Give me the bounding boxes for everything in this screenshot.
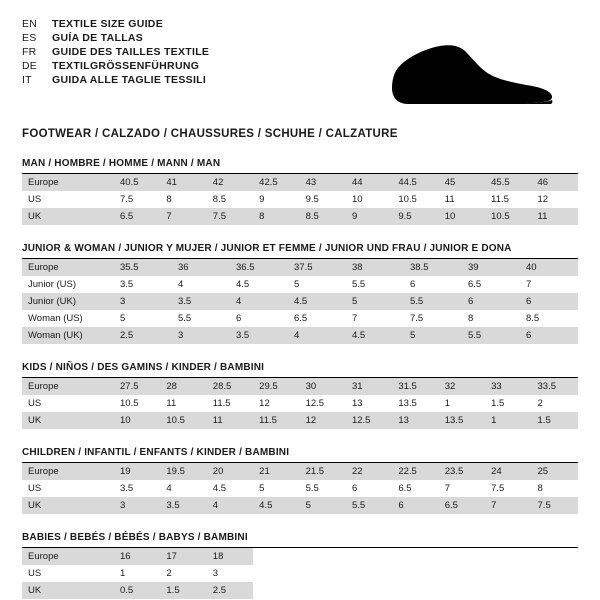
size-cell: 6.5 xyxy=(398,483,412,494)
size-cell: 6 xyxy=(392,497,438,514)
size-cell: 7.5 xyxy=(120,194,134,205)
size-cell: 12 xyxy=(300,412,346,429)
size-table xyxy=(22,463,578,514)
size-cell: 12.5 xyxy=(346,412,392,429)
table-row xyxy=(22,463,578,480)
size-cell: 4.5 xyxy=(212,483,226,494)
language-row xyxy=(22,32,209,44)
size-cell: 7.5 xyxy=(491,483,505,494)
size-cell: 3 xyxy=(114,497,160,514)
size-cell: 7 xyxy=(160,208,206,225)
size-cell: 4.5 xyxy=(236,279,250,290)
size-group-heading: MAN / HOMBRE / HOMME / MANN / MAN xyxy=(22,158,578,174)
size-group-heading: BABIES / BEBÉS / BÉBÉS / BABYS / BAMBINI xyxy=(22,532,578,548)
size-cell: 33 xyxy=(485,378,531,395)
row-label: UK xyxy=(22,208,114,225)
size-cell: 23.5 xyxy=(439,463,485,480)
size-cell: 42.5 xyxy=(253,174,299,191)
size-cell: 6 xyxy=(520,293,578,310)
language-title: GUIDA ALLE TAGLIE TESSILI xyxy=(52,74,207,86)
size-cell: 8 xyxy=(537,483,543,494)
language-title: TEXTILGRÖSSENFÜHRUNG xyxy=(52,60,200,72)
size-cell: 1.5 xyxy=(160,582,206,599)
row-label: US xyxy=(28,483,42,494)
size-cell: 43 xyxy=(300,174,346,191)
size-cell: 5.5 xyxy=(404,293,462,310)
language-code: EN xyxy=(22,18,37,30)
size-cell: 5 xyxy=(120,313,126,324)
table-row xyxy=(22,208,578,225)
size-cell: 11 xyxy=(207,412,253,429)
size-cell: 6 xyxy=(410,279,416,290)
size-cell xyxy=(532,565,578,582)
language-row xyxy=(22,74,209,86)
row-label: UK xyxy=(22,497,114,514)
size-cell: 3 xyxy=(114,293,172,310)
size-cell: 7.5 xyxy=(410,313,424,324)
size-cell: 5.5 xyxy=(462,327,520,344)
row-label: US xyxy=(28,398,42,409)
size-cell: 40.5 xyxy=(114,174,160,191)
row-label: Europe xyxy=(22,174,114,191)
size-cell: 3.5 xyxy=(160,497,206,514)
table-row xyxy=(22,548,578,565)
row-label: Junior (US) xyxy=(28,279,77,290)
size-cell: 30 xyxy=(300,378,346,395)
size-cell: 29.5 xyxy=(253,378,299,395)
size-cell xyxy=(300,582,346,599)
size-group-children xyxy=(22,447,578,514)
size-cell xyxy=(346,548,392,565)
size-group-heading: CHILDREN / INFANTIL / ENFANTS / KINDER / BAMBINI xyxy=(22,447,578,463)
language-row xyxy=(22,18,209,30)
size-cell xyxy=(253,582,299,599)
size-cell: 4.5 xyxy=(288,293,346,310)
size-cell: 39 xyxy=(462,259,520,276)
table-row xyxy=(22,276,578,293)
size-cell: 45.5 xyxy=(485,174,531,191)
size-table xyxy=(22,378,578,429)
size-cell: 6 xyxy=(520,327,578,344)
size-cell: 6 xyxy=(236,313,242,324)
size-cell: 20 xyxy=(207,463,253,480)
size-cell xyxy=(439,582,485,599)
size-cell xyxy=(485,548,531,565)
size-cell: 5 xyxy=(346,293,404,310)
size-cell: 1 xyxy=(120,568,126,579)
size-cell: 41 xyxy=(160,174,206,191)
size-group-heading: JUNIOR & WOMAN / JUNIOR Y MUJER / JUNIOR ET FEMME / JUNIOR UND FRAU / JUNIOR E DONA xyxy=(22,243,578,259)
size-cell xyxy=(485,565,531,582)
size-cell: 31.5 xyxy=(392,378,438,395)
language-code: FR xyxy=(22,46,37,58)
row-label: Europe xyxy=(22,463,114,480)
table-row xyxy=(22,378,578,395)
size-cell: 5 xyxy=(259,483,265,494)
size-cell: 13 xyxy=(351,398,363,409)
size-cell: 5 xyxy=(294,279,300,290)
size-cell: 7 xyxy=(526,279,532,290)
size-cell: 36.5 xyxy=(230,259,288,276)
size-cell: 5 xyxy=(404,327,462,344)
size-cell: 8 xyxy=(468,313,474,324)
size-cell: 40 xyxy=(520,259,578,276)
table-row xyxy=(22,293,578,310)
size-cell: 11.5 xyxy=(253,412,299,429)
size-cell: 0.5 xyxy=(114,582,160,599)
size-cell: 17 xyxy=(160,548,206,565)
size-cell xyxy=(532,582,578,599)
language-title: GUÍA DE TALLAS xyxy=(52,32,144,44)
size-cell: 5.5 xyxy=(305,483,319,494)
table-row xyxy=(22,565,578,582)
size-table xyxy=(22,548,578,599)
row-label: Woman (UK) xyxy=(22,327,114,344)
row-label: US xyxy=(28,194,42,205)
size-cell xyxy=(253,548,299,565)
table-row xyxy=(22,310,578,327)
size-cell: 4 xyxy=(230,293,288,310)
language-title-list xyxy=(22,18,209,86)
row-label: US xyxy=(28,568,42,579)
size-cell: 46 xyxy=(532,174,578,191)
size-cell: 7 xyxy=(352,313,358,324)
size-cell: 11.5 xyxy=(212,398,231,409)
size-cell: 12.5 xyxy=(305,398,325,409)
size-cell xyxy=(253,565,299,582)
size-group-heading: KIDS / NIÑOS / DES GAMINS / KINDER / BAMBINI xyxy=(22,362,578,378)
table-row xyxy=(22,582,578,599)
size-cell: 13.5 xyxy=(398,398,417,409)
size-cell: 10.5 xyxy=(485,208,531,225)
language-row xyxy=(22,60,209,72)
size-cell: 45 xyxy=(439,174,485,191)
size-cell: 36 xyxy=(172,259,230,276)
size-cell xyxy=(485,582,531,599)
row-label: UK xyxy=(22,582,114,599)
size-cell: 1.5 xyxy=(491,398,505,409)
size-cell: 11 xyxy=(444,194,455,205)
size-cell: 18 xyxy=(207,548,253,565)
size-cell: 25 xyxy=(532,463,578,480)
size-cell xyxy=(532,548,578,565)
size-cell: 5 xyxy=(300,497,346,514)
size-cell: 8 xyxy=(253,208,299,225)
size-cell: 1 xyxy=(485,412,531,429)
size-group-junior-woman xyxy=(22,243,578,344)
size-cell: 44 xyxy=(346,174,392,191)
size-cell: 13.5 xyxy=(439,412,485,429)
size-cell: 6.5 xyxy=(439,497,485,514)
size-cell: 24 xyxy=(485,463,531,480)
size-cell: 10 xyxy=(351,194,363,205)
size-cell xyxy=(392,548,438,565)
size-cell: 28 xyxy=(160,378,206,395)
table-row xyxy=(22,327,578,344)
size-cell: 8.5 xyxy=(300,208,346,225)
size-cell: 4.5 xyxy=(253,497,299,514)
size-cell: 6.5 xyxy=(468,279,482,290)
size-table xyxy=(22,259,578,344)
size-cell: 35.5 xyxy=(114,259,172,276)
size-cell: 7 xyxy=(444,483,451,494)
size-cell: 16 xyxy=(114,548,160,565)
size-cell: 9.5 xyxy=(392,208,438,225)
size-cell: 3.5 xyxy=(120,279,134,290)
language-code: ES xyxy=(22,32,37,44)
size-cell: 4 xyxy=(207,497,253,514)
size-tables-container xyxy=(22,158,578,599)
table-row xyxy=(22,259,578,276)
size-cell xyxy=(300,548,346,565)
size-cell: 7 xyxy=(485,497,531,514)
size-cell: 9.5 xyxy=(305,194,319,205)
size-cell xyxy=(392,582,438,599)
size-cell: 1 xyxy=(444,398,451,409)
size-cell: 6.5 xyxy=(294,313,308,324)
size-cell: 8.5 xyxy=(212,194,226,205)
size-cell: 3 xyxy=(212,568,219,579)
size-cell: 19 xyxy=(114,463,160,480)
size-cell: 7.5 xyxy=(207,208,253,225)
size-cell: 10 xyxy=(439,208,485,225)
table-row xyxy=(22,174,578,191)
row-label: Europe xyxy=(22,548,114,565)
row-label: Europe xyxy=(22,378,114,395)
size-cell xyxy=(346,582,392,599)
size-cell: 2 xyxy=(166,568,172,579)
language-code: IT xyxy=(22,74,32,86)
row-label: UK xyxy=(22,412,114,429)
row-label: Europe xyxy=(22,259,114,276)
size-group-kids xyxy=(22,362,578,429)
size-cell xyxy=(346,565,392,582)
table-row xyxy=(22,395,578,412)
size-cell xyxy=(300,565,346,582)
size-cell: 22 xyxy=(346,463,392,480)
size-cell: 3.5 xyxy=(230,327,288,344)
size-cell: 3.5 xyxy=(120,483,134,494)
size-group-man xyxy=(22,158,578,225)
size-cell: 10.5 xyxy=(398,194,417,205)
size-cell: 4 xyxy=(288,327,346,344)
size-cell: 11 xyxy=(532,208,578,225)
size-cell: 10 xyxy=(114,412,160,429)
table-row xyxy=(22,191,578,208)
size-cell: 38.5 xyxy=(404,259,462,276)
size-cell xyxy=(439,548,485,565)
size-cell: 19.5 xyxy=(160,463,206,480)
size-cell xyxy=(439,565,485,582)
row-label: Woman (US) xyxy=(28,313,83,324)
size-cell: 8 xyxy=(166,194,172,205)
size-cell: 21 xyxy=(253,463,299,480)
size-cell: 5.5 xyxy=(346,497,392,514)
language-code: DE xyxy=(22,60,37,72)
size-cell: 5.5 xyxy=(352,279,366,290)
size-cell: 4 xyxy=(178,279,184,290)
language-title: GUIDE DES TAILLES TEXTILE xyxy=(52,46,210,58)
size-group-babies xyxy=(22,532,578,599)
size-cell: 12 xyxy=(259,398,270,409)
size-cell xyxy=(392,565,438,582)
size-cell: 6.5 xyxy=(114,208,160,225)
size-cell: 3.5 xyxy=(172,293,230,310)
size-cell: 22.5 xyxy=(392,463,438,480)
size-cell: 4 xyxy=(166,483,172,494)
size-cell: 37.5 xyxy=(288,259,346,276)
size-cell: 31 xyxy=(346,378,392,395)
dress-shoe-icon xyxy=(374,32,564,112)
size-cell: 10.5 xyxy=(120,398,139,409)
size-cell: 33.5 xyxy=(532,378,578,395)
size-cell: 28.5 xyxy=(207,378,253,395)
size-cell: 10.5 xyxy=(160,412,206,429)
size-cell: 6 xyxy=(351,483,358,494)
table-row xyxy=(22,497,578,514)
language-title: TEXTILE SIZE GUIDE xyxy=(52,18,163,30)
document-header xyxy=(22,18,578,112)
page-title: FOOTWEAR / CALZADO / CHAUSSURES / SCHUHE / CALZATURE xyxy=(22,128,398,140)
size-cell: 13 xyxy=(392,412,438,429)
table-row xyxy=(22,480,578,497)
size-table xyxy=(22,174,578,225)
language-row xyxy=(22,46,209,58)
size-cell: 32 xyxy=(439,378,485,395)
size-cell: 6 xyxy=(462,293,520,310)
size-cell: 11.5 xyxy=(491,194,509,205)
size-cell: 2.5 xyxy=(114,327,172,344)
size-cell: 2 xyxy=(537,398,543,409)
size-cell: 1.5 xyxy=(532,412,578,429)
size-cell: 9 xyxy=(346,208,392,225)
size-cell: 21.5 xyxy=(300,463,346,480)
size-cell: 8.5 xyxy=(526,313,540,324)
size-cell: 3 xyxy=(172,327,230,344)
size-cell: 9 xyxy=(259,194,265,205)
size-cell: 7.5 xyxy=(532,497,578,514)
size-cell: 4.5 xyxy=(346,327,404,344)
size-cell: 38 xyxy=(346,259,404,276)
table-row xyxy=(22,412,578,429)
size-cell: 44.5 xyxy=(392,174,438,191)
size-cell: 12 xyxy=(537,194,549,205)
size-cell: 2.5 xyxy=(207,582,253,599)
size-cell: 5.5 xyxy=(178,313,192,324)
row-label: Junior (UK) xyxy=(22,293,114,310)
size-cell: 11 xyxy=(166,398,177,409)
size-cell: 42 xyxy=(207,174,253,191)
size-cell: 27.5 xyxy=(114,378,160,395)
